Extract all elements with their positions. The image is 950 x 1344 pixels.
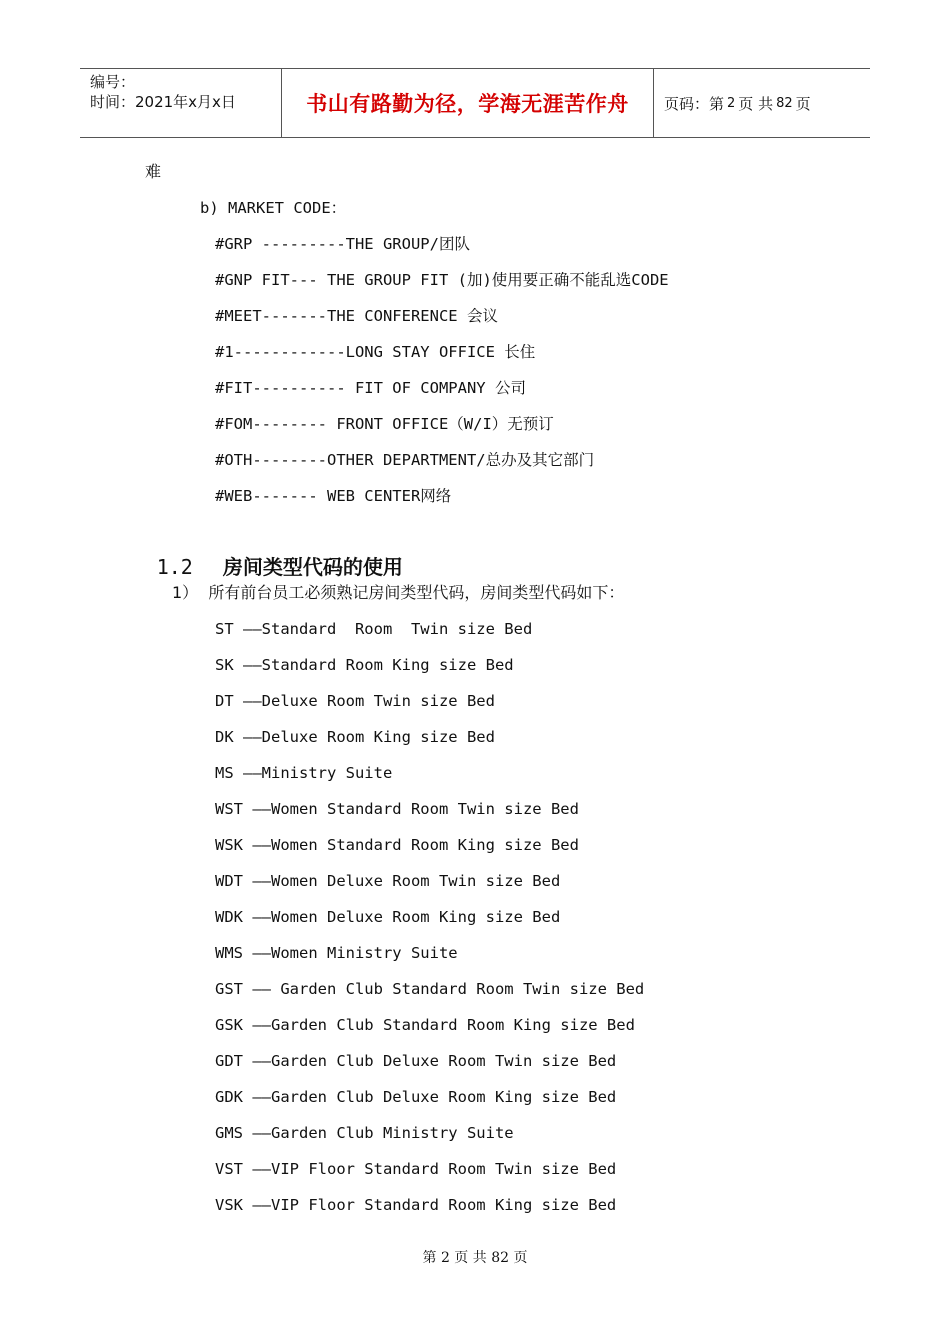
section-title: 房间类型代码的使用: [222, 555, 403, 579]
page-footer: 第 2 页 共 82 页: [422, 1250, 528, 1266]
room-type-item: SK ——Standard Room King size Bed: [215, 656, 514, 674]
page-mid: 页 共: [738, 94, 774, 113]
market-code-item: #GRP ---------THE GROUP/团队: [215, 235, 470, 253]
motto-text: 书山有路勤为径，学海无涯苦作舟: [306, 92, 629, 116]
room-type-item: WMS ——Women Ministry Suite: [215, 944, 458, 962]
room-type-item: WST ——Women Standard Room Twin size Bed: [215, 800, 579, 818]
room-type-item: MS ——Ministry Suite: [215, 764, 393, 782]
page-total: 82: [776, 95, 793, 111]
room-type-item: ST ——Standard Room Twin size Bed: [215, 620, 533, 638]
number-label: 编号：: [90, 73, 136, 91]
header-motto: [281, 69, 654, 137]
section-heading: [144, 531, 403, 579]
room-type-item: GDT ——Garden Club Deluxe Room Twin size Bed: [215, 1052, 617, 1070]
room-type-item: WDT ——Women Deluxe Room Twin size Bed: [215, 872, 561, 890]
room-type-item: VST ——VIP Floor Standard Room Twin size Bed: [215, 1160, 617, 1178]
room-type-item: DT ——Deluxe Room Twin size Bed: [215, 692, 495, 710]
market-code-item: #FIT---------- FIT OF COMPANY 公司: [215, 379, 526, 397]
header-meta: [80, 69, 281, 137]
room-type-item: GDK ——Garden Club Deluxe Room King size Bed: [215, 1088, 617, 1106]
market-code-item: #MEET-------THE CONFERENCE 会议: [215, 307, 498, 325]
market-code-item: #GNP FIT--- THE GROUP FIT (加)使用要正确不能乱选CODE: [215, 271, 669, 289]
market-code-item: #1------------LONG STAY OFFICE 长住: [215, 343, 536, 361]
page-suffix: 页: [795, 94, 811, 113]
room-type-item: DK ——Deluxe Room King size Bed: [215, 728, 495, 746]
room-type-item: VSK ——VIP Floor Standard Room King size Bed: [215, 1196, 617, 1214]
page-prefix: 页码：第: [664, 94, 725, 113]
header-page-info: [654, 69, 870, 137]
room-type-item: GST —— Garden Club Standard Room Twin size Bed: [215, 980, 645, 998]
time-label: 时间：2021年x月x日: [90, 93, 236, 111]
market-code-item: #FOM-------- FRONT OFFICE（W/I）无预订: [215, 415, 554, 433]
page-header: [80, 68, 870, 138]
market-code-item: #OTH--------OTHER DEPARTMENT/总办及其它部门: [215, 451, 595, 469]
continued-text: 难: [145, 162, 162, 181]
page-number: 2: [727, 95, 736, 111]
room-type-item: WSK ——Women Standard Room King size Bed: [215, 836, 579, 854]
market-code-title: b) MARKET CODE：: [200, 199, 347, 217]
market-code-item: #WEB------- WEB CENTER网络: [215, 487, 452, 505]
section-number: 1.2: [156, 555, 193, 579]
intro-text: 1） 所有前台员工必须熟记房间类型代码，房间类型代码如下：: [172, 583, 625, 602]
room-type-item: GSK ——Garden Club Standard Room King size Bed: [215, 1016, 635, 1034]
room-type-item: GMS ——Garden Club Ministry Suite: [215, 1124, 514, 1142]
room-type-item: WDK ——Women Deluxe Room King size Bed: [215, 908, 561, 926]
